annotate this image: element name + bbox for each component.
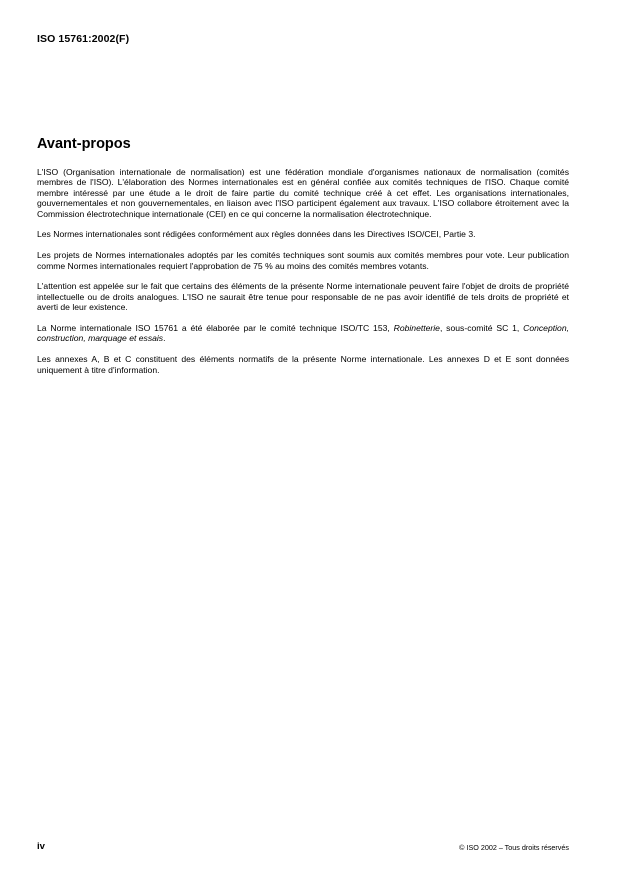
subcommittee-name-italic: Conception, construction, marquage et essais <box>37 323 569 344</box>
section-title: Avant-propos <box>37 136 131 152</box>
tc-text-c: . <box>163 333 166 344</box>
tc-text-a: La Norme internationale ISO 15761 a été élaborée par le comité technique ISO/TC 153, <box>37 323 394 334</box>
tc-name-italic: Robinetterie <box>393 323 440 334</box>
paragraph-annexes: Les annexes A, B et C constituent des éléments normatifs de la présente Norme internationale. Les annexes D et E sont données uniquement à titre d'information. <box>37 354 569 375</box>
paragraph-technical-committee <box>37 323 569 344</box>
paragraph-iso-organisation: L'ISO (Organisation internationale de normalisation) est une fédération mondiale d'organismes nationaux de normalisation (comités membres de l'ISO). L'élaboration des Normes internationales est en général confiée aux comités techniques de l'ISO. Chaque comité membre intéressé par une étude a le droit de faire partie du comité technique créé à cet effet. Les organisations internationales, gouvernementales et non gouvernementales, en liaison avec l'ISO participent également aux travaux. L'ISO collabore étroitement avec la Commission électrotechnique internationale (CEI) en ce qui concerne la normalisation électrotechnique. <box>37 167 569 219</box>
paragraph-patent-rights: L'attention est appelée sur le fait que certains des éléments de la présente Norme internationale peuvent faire l'objet de droits de propriété intellectuelle ou de droits analogues. L'ISO ne saurait être tenue pour responsable de ne pas avoir identifié de tels droits de propriété et averti de leur existence. <box>37 281 569 313</box>
paragraph-drafting-rules: Les Normes internationales sont rédigées conformément aux règles données dans les Directives ISO/CEI, Partie 3. <box>37 229 476 240</box>
tc-text-b: , sous-comité SC 1, <box>439 323 524 334</box>
copyright-notice: © ISO 2002 – Tous droits réservés <box>459 843 569 852</box>
page-number: iv <box>37 841 45 852</box>
document-id: ISO 15761:2002(F) <box>37 33 130 45</box>
foreword-body <box>37 167 569 385</box>
paragraph-voting: Les projets de Normes internationales adoptés par les comités techniques sont soumis aux comités membres pour vote. Leur publication comme Normes internationales requiert l'approbation de 75 % au moins des comités membres votants. <box>37 250 569 271</box>
